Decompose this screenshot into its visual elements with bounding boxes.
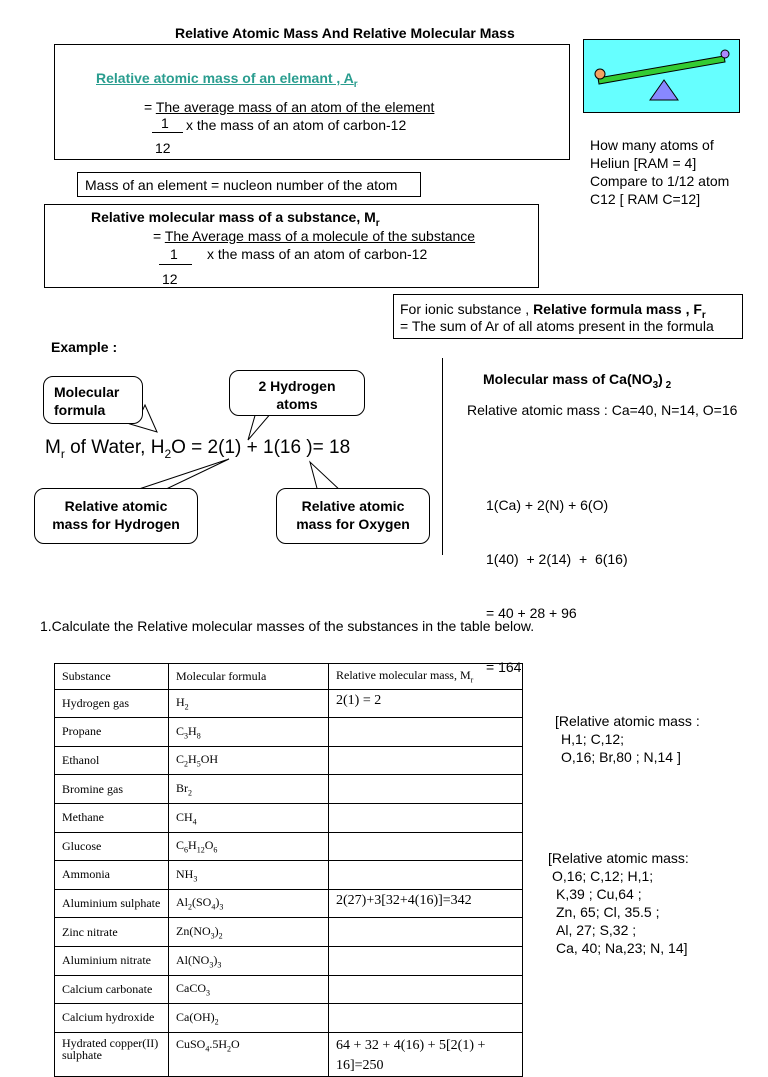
mass-cell[interactable] (329, 746, 523, 775)
rmm-line2: x the mass of an atom of carbon-12 (207, 246, 428, 262)
ram-line2: x the mass of an atom of carbon-12 (186, 117, 407, 133)
formula-cell: $H_2$ (169, 689, 329, 718)
substance-cell: Calcium hydroxide (55, 1004, 169, 1033)
canitrate-working: 1(Ca) + 2(N) + 6(O) 1(40) + 2(14) + 6(16) = 40 + 28 + 96 = 164 (486, 497, 628, 675)
water-equation: $M_r$ of Water, $H_2O = 2(1) + 1(16$ )= 18 (45, 437, 351, 461)
mass-cell[interactable] (329, 918, 523, 947)
formula-cell: $Al(NO_3)_3$ (169, 946, 329, 975)
substance-cell: Bromine gas (55, 775, 169, 804)
ram-denominator: 12 (155, 140, 171, 156)
callout-ram-hydrogen: Relative atomic mass for Hydrogen (34, 488, 198, 544)
molecular-mass-table (54, 663, 523, 1077)
table-row (55, 775, 523, 804)
page-title: Relative Atomic Mass And Relative Molecular Mass (175, 25, 515, 41)
table-row (55, 803, 523, 832)
question-1: 1.Calculate the Relative molecular masses of the substances in the table below. (40, 618, 535, 634)
mass-cell[interactable] (329, 718, 523, 747)
callout-hydrogen-atoms: 2 Hydrogen atoms (229, 370, 365, 416)
formula-cell: $CuSO_4.5H_2O$ (169, 1032, 329, 1076)
substance-cell: Ammonia (55, 861, 169, 890)
formula-cell: $Br_2$ (169, 775, 329, 804)
substance-cell: Hydrogen gas (55, 689, 169, 718)
mass-cell[interactable] (329, 775, 523, 804)
substance-cell: Glucose (55, 832, 169, 861)
rmm-denominator: 12 (162, 271, 178, 287)
example-label: Example : (51, 339, 118, 355)
mass-cell[interactable]: 64 + 32 + 4(16) + 5[2(1) + 16]=250 (329, 1032, 523, 1076)
table-row (55, 746, 523, 775)
rmm-line1: = The Average mass of a molecule of the substance (153, 228, 476, 244)
table-header: Molecular formula (169, 664, 329, 690)
table-row (55, 832, 523, 861)
table-row (55, 689, 523, 718)
callout-ram-oxygen: Relative atomic mass for Oxygen (276, 488, 430, 544)
table-header-row (55, 664, 523, 690)
formula-cell: CaCO$_3$ (169, 975, 329, 1004)
formula-cell: $Ca(OH)_2$ (169, 1004, 329, 1033)
substance-cell: Aluminium sulphate (55, 889, 169, 918)
side-note-2: [Relative atomic mass: O,16; C,12; H,1; K,39 ; Cu,64 ; Zn, 65; Cl, 35.5 ; Al, 27; S,32 ; Ca, 40; Na,23; N, 14] (548, 850, 689, 956)
formula-cell: $C_6H_{12}O_6$ (169, 832, 329, 861)
table-header: Substance (55, 664, 169, 690)
mass-cell[interactable] (329, 803, 523, 832)
substance-cell: Aluminium nitrate (55, 946, 169, 975)
nucleon-text: Mass of an element = nucleon number of the atom (85, 177, 398, 193)
table-row (55, 975, 523, 1004)
substance-cell: Calcium carbonate (55, 975, 169, 1004)
table-row (55, 946, 523, 975)
table-row (55, 718, 523, 747)
mass-cell[interactable] (329, 832, 523, 861)
table-row (55, 861, 523, 890)
canitrate-heading: Molecular mass of $Ca(NO_3)$ $_2$ (483, 371, 672, 391)
substance-cell: Methane (55, 803, 169, 832)
table-header: Relative molecular mass, $M_r$ (329, 664, 523, 690)
rmm-numerator: 1 (170, 246, 178, 262)
mass-cell[interactable] (329, 861, 523, 890)
rmm-heading: Relative molecular mass of a substance, $M_r$ (91, 209, 380, 229)
mass-cell[interactable]: 2(1) = 2 (329, 689, 523, 718)
substance-cell: Zinc nitrate (55, 918, 169, 947)
substance-cell: Ethanol (55, 746, 169, 775)
substance-cell: Hydrated copper(II) sulphate (55, 1032, 169, 1076)
mass-cell[interactable]: 2(27)+3[32+4(16)]=342 (329, 889, 523, 918)
ram-numerator: 1 (161, 115, 169, 131)
ram-line1: = The average mass of an atom of the element (144, 99, 435, 115)
mass-cell[interactable] (329, 946, 523, 975)
ionic-line2: = The sum of Ar of all atoms present in the formula (400, 318, 714, 334)
table-row (55, 1004, 523, 1033)
formula-cell: $C_3H_8$ (169, 718, 329, 747)
formula-cell: $Al_2(SO_4)_3$ (169, 889, 329, 918)
table-row (55, 1032, 523, 1076)
canitrate-ram: Relative atomic mass : Ca=40, N=14, O=16 (467, 402, 738, 418)
side-note-1: [Relative atomic mass : H,1; C,12; O,16; Br,80 ; N,14 ] (555, 713, 700, 765)
table-row (55, 918, 523, 947)
callout-molecular-formula: Molecular formula (43, 376, 143, 424)
vertical-divider (442, 358, 443, 555)
formula-cell: $NH_3$ (169, 861, 329, 890)
ram-heading: Relative atomic mass of an elemant , $A_r$ (96, 70, 358, 90)
seesaw-question: How many atoms of Heliun [RAM = 4] Compare to 1/12 atom C12 [ RAM C=12] (590, 137, 730, 207)
formula-cell: $Zn(NO_3)_2$ (169, 918, 329, 947)
formula-cell: $CH_4$ (169, 803, 329, 832)
mass-cell[interactable] (329, 975, 523, 1004)
mass-cell[interactable] (329, 1004, 523, 1033)
substance-cell: Propane (55, 718, 169, 747)
ionic-line1: For ionic substance , Relative formula mass , $F_r$ (400, 301, 706, 321)
table-row (55, 889, 523, 918)
formula-cell: $C_2H_5OH$ (169, 746, 329, 775)
